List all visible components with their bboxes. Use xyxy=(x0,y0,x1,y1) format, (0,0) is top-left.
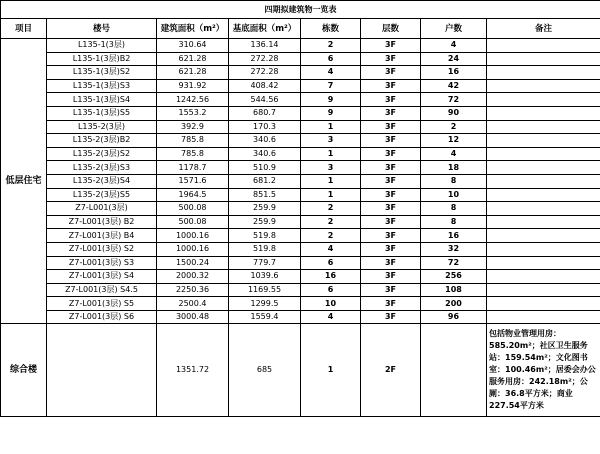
cell-floors: 3F xyxy=(361,134,421,148)
cell-building xyxy=(47,324,157,417)
cell-units: 90 xyxy=(421,106,487,120)
cell-area: 621.28 xyxy=(157,52,229,66)
cell-units xyxy=(421,324,487,417)
cell-floors: 3F xyxy=(361,147,421,161)
cell-units: 200 xyxy=(421,297,487,311)
cell-note xyxy=(487,270,600,284)
cell-area: 785.8 xyxy=(157,147,229,161)
cell-area: 2000.32 xyxy=(157,270,229,284)
table-row xyxy=(1,147,600,161)
cell-units: 72 xyxy=(421,256,487,270)
cell-count: 1 xyxy=(301,188,361,202)
cell-area: 1571.6 xyxy=(157,174,229,188)
header-area: 建筑面积（m²） xyxy=(157,19,229,39)
cell-note xyxy=(487,106,600,120)
cell-floors: 3F xyxy=(361,66,421,80)
cell-area: 621.28 xyxy=(157,66,229,80)
cell-base: 685 xyxy=(229,324,301,417)
cell-base: 259.9 xyxy=(229,202,301,216)
cell-floors: 3F xyxy=(361,161,421,175)
cell-area: 785.8 xyxy=(157,134,229,148)
cell-count: 9 xyxy=(301,93,361,107)
table-row xyxy=(1,188,600,202)
cell-base: 170.3 xyxy=(229,120,301,134)
cell-count: 6 xyxy=(301,52,361,66)
cell-units: 24 xyxy=(421,52,487,66)
cell-base: 680.7 xyxy=(229,106,301,120)
cell-area: 1178.7 xyxy=(157,161,229,175)
cell-units: 12 xyxy=(421,134,487,148)
cell-floors: 3F xyxy=(361,310,421,324)
cell-note xyxy=(487,66,600,80)
cell-units: 10 xyxy=(421,188,487,202)
cell-units: 8 xyxy=(421,202,487,216)
cell-units: 32 xyxy=(421,242,487,256)
header-building: 楼号 xyxy=(47,19,157,39)
header-row xyxy=(1,19,600,39)
category-residential: 低层住宅 xyxy=(1,39,47,324)
cell-building: Z7-L001(3层) xyxy=(47,202,157,216)
table-row xyxy=(1,270,600,284)
cell-count: 3 xyxy=(301,134,361,148)
cell-floors: 3F xyxy=(361,283,421,297)
table-row xyxy=(1,229,600,243)
cell-note xyxy=(487,229,600,243)
cell-base: 544.56 xyxy=(229,93,301,107)
cell-base: 272.28 xyxy=(229,52,301,66)
cell-note: 包括物业管理用房：585.20m²；社区卫生服务站：159.54m²；文化图书室：100.46m²；居委会办公服务用房：242.18m²；公厕：36.8平方米；商业227.54平方米 xyxy=(487,324,600,417)
cell-area: 310.64 xyxy=(157,39,229,53)
cell-base: 408.42 xyxy=(229,79,301,93)
cell-note xyxy=(487,147,600,161)
cell-building: Z7-L001(3层) S4.5 xyxy=(47,283,157,297)
table-row xyxy=(1,52,600,66)
header-base-area: 基底面积（m²） xyxy=(229,19,301,39)
cell-building: Z7-L001(3层) S3 xyxy=(47,256,157,270)
cell-area: 1351.72 xyxy=(157,324,229,417)
table-row xyxy=(1,256,600,270)
cell-building: Z7-L001(3层) B4 xyxy=(47,229,157,243)
cell-floors: 3F xyxy=(361,202,421,216)
table-row xyxy=(1,297,600,311)
table-row xyxy=(1,215,600,229)
cell-units: 8 xyxy=(421,215,487,229)
cell-area: 1000.16 xyxy=(157,229,229,243)
table-row-complex xyxy=(1,324,600,417)
cell-area: 3000.48 xyxy=(157,310,229,324)
cell-base: 259.9 xyxy=(229,215,301,229)
table-row xyxy=(1,106,600,120)
cell-note xyxy=(487,310,600,324)
cell-units: 108 xyxy=(421,283,487,297)
cell-note xyxy=(487,297,600,311)
cell-units: 16 xyxy=(421,229,487,243)
cell-area: 500.08 xyxy=(157,215,229,229)
cell-base: 1169.55 xyxy=(229,283,301,297)
cell-note xyxy=(487,39,600,53)
header-count: 栋数 xyxy=(301,19,361,39)
table-row xyxy=(1,174,600,188)
cell-base: 519.8 xyxy=(229,242,301,256)
cell-count: 10 xyxy=(301,297,361,311)
cell-base: 340.6 xyxy=(229,134,301,148)
cell-base: 519.8 xyxy=(229,229,301,243)
cell-building: L135-2(3层)S4 xyxy=(47,174,157,188)
header-notes: 备注 xyxy=(487,19,600,39)
cell-count: 4 xyxy=(301,66,361,80)
cell-area: 1242.56 xyxy=(157,93,229,107)
cell-units: 2 xyxy=(421,120,487,134)
table-row xyxy=(1,93,600,107)
cell-base: 851.5 xyxy=(229,188,301,202)
cell-building: Z7-L001(3层) S5 xyxy=(47,297,157,311)
cell-floors: 3F xyxy=(361,93,421,107)
table-title: 四期拟建筑物一览表 xyxy=(1,1,600,19)
cell-building: L135-2(3层)S2 xyxy=(47,147,157,161)
cell-units: 256 xyxy=(421,270,487,284)
cell-units: 4 xyxy=(421,147,487,161)
cell-base: 510.9 xyxy=(229,161,301,175)
cell-base: 272.28 xyxy=(229,66,301,80)
cell-count: 9 xyxy=(301,106,361,120)
header-units: 户数 xyxy=(421,19,487,39)
table-row xyxy=(1,310,600,324)
cell-count: 2 xyxy=(301,39,361,53)
table-row xyxy=(1,120,600,134)
cell-note xyxy=(487,93,600,107)
table-row xyxy=(1,202,600,216)
table-row xyxy=(1,161,600,175)
cell-building: L135-2(3层) xyxy=(47,120,157,134)
cell-note xyxy=(487,120,600,134)
cell-note xyxy=(487,256,600,270)
cell-building: L135-1(3层)S5 xyxy=(47,106,157,120)
cell-count: 1 xyxy=(301,147,361,161)
cell-building: Z7-L001(3层) S6 xyxy=(47,310,157,324)
cell-area: 2250.36 xyxy=(157,283,229,297)
cell-building: Z7-L001(3层) S4 xyxy=(47,270,157,284)
cell-area: 1553.2 xyxy=(157,106,229,120)
cell-base: 136.14 xyxy=(229,39,301,53)
cell-floors: 3F xyxy=(361,188,421,202)
cell-building: L135-1(3层)S3 xyxy=(47,79,157,93)
cell-note xyxy=(487,174,600,188)
cell-count: 2 xyxy=(301,215,361,229)
table-row xyxy=(1,66,600,80)
cell-building: Z7-L001(3层) B2 xyxy=(47,215,157,229)
cell-note xyxy=(487,188,600,202)
cell-base: 1559.4 xyxy=(229,310,301,324)
cell-count: 6 xyxy=(301,283,361,297)
cell-count: 7 xyxy=(301,79,361,93)
table-row xyxy=(1,79,600,93)
cell-floors: 3F xyxy=(361,242,421,256)
table-row xyxy=(1,283,600,297)
cell-count: 1 xyxy=(301,120,361,134)
cell-building: L135-2(3层)S3 xyxy=(47,161,157,175)
cell-floors: 3F xyxy=(361,215,421,229)
cell-floors: 3F xyxy=(361,297,421,311)
cell-building: L135-1(3层)B2 xyxy=(47,52,157,66)
cell-area: 1500.24 xyxy=(157,256,229,270)
cell-building: L135-1(3层) xyxy=(47,39,157,53)
header-floors: 层数 xyxy=(361,19,421,39)
cell-floors: 3F xyxy=(361,174,421,188)
cell-floors: 3F xyxy=(361,229,421,243)
cell-units: 8 xyxy=(421,174,487,188)
cell-units: 18 xyxy=(421,161,487,175)
cell-note xyxy=(487,134,600,148)
cell-note xyxy=(487,79,600,93)
cell-note xyxy=(487,52,600,66)
cell-note xyxy=(487,202,600,216)
cell-base: 1039.6 xyxy=(229,270,301,284)
cell-note xyxy=(487,283,600,297)
cell-building: L135-2(3层)S5 xyxy=(47,188,157,202)
table-row xyxy=(1,39,600,53)
cell-floors: 3F xyxy=(361,79,421,93)
cell-base: 340.6 xyxy=(229,147,301,161)
cell-count: 2 xyxy=(301,229,361,243)
cell-building: L135-1(3层)S2 xyxy=(47,66,157,80)
cell-floors: 3F xyxy=(361,52,421,66)
cell-floors: 3F xyxy=(361,39,421,53)
cell-area: 500.08 xyxy=(157,202,229,216)
cell-base: 1299.5 xyxy=(229,297,301,311)
table-row xyxy=(1,242,600,256)
cell-floors: 3F xyxy=(361,270,421,284)
cell-count: 3 xyxy=(301,161,361,175)
table-row xyxy=(1,134,600,148)
cell-floors: 3F xyxy=(361,256,421,270)
cell-units: 4 xyxy=(421,39,487,53)
cell-count: 6 xyxy=(301,256,361,270)
cell-count: 2 xyxy=(301,202,361,216)
cell-count: 4 xyxy=(301,242,361,256)
cell-floors: 3F xyxy=(361,120,421,134)
cell-area: 931.92 xyxy=(157,79,229,93)
cell-note xyxy=(487,161,600,175)
cell-building: Z7-L001(3层) S2 xyxy=(47,242,157,256)
cell-units: 72 xyxy=(421,93,487,107)
cell-area: 2500.4 xyxy=(157,297,229,311)
cell-building: L135-1(3层)S4 xyxy=(47,93,157,107)
cell-base: 681.2 xyxy=(229,174,301,188)
cell-count: 4 xyxy=(301,310,361,324)
category-complex: 综合楼 xyxy=(1,324,47,417)
cell-note xyxy=(487,215,600,229)
cell-area: 392.9 xyxy=(157,120,229,134)
cell-floors: 2F xyxy=(361,324,421,417)
cell-count: 1 xyxy=(301,324,361,417)
cell-units: 42 xyxy=(421,79,487,93)
cell-count: 1 xyxy=(301,174,361,188)
cell-building: L135-2(3层)B2 xyxy=(47,134,157,148)
cell-area: 1964.5 xyxy=(157,188,229,202)
cell-units: 96 xyxy=(421,310,487,324)
cell-units: 16 xyxy=(421,66,487,80)
cell-base: 779.7 xyxy=(229,256,301,270)
cell-area: 1000.16 xyxy=(157,242,229,256)
cell-note xyxy=(487,242,600,256)
header-project: 项目 xyxy=(1,19,47,39)
cell-count: 16 xyxy=(301,270,361,284)
cell-floors: 3F xyxy=(361,106,421,120)
